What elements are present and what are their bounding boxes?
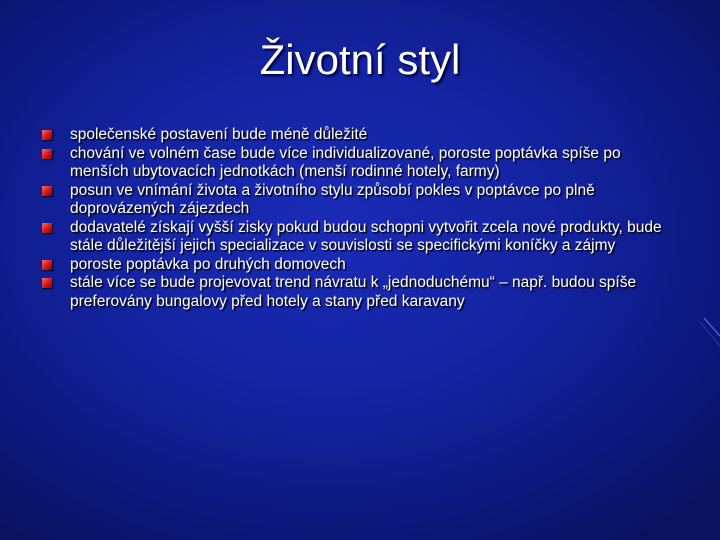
bullet-item [42,145,682,182]
bullet-text: společenské postavení bude méně důležité [70,126,368,143]
bullet-marker-icon [42,130,52,140]
bullet-item [42,256,682,275]
bullet-item [42,219,682,256]
bullet-text: stále více se bude projevovat trend návratu k „jednoduchému“ – např. budou spíše preferovány bungalovy před hotely a stany před karavany [70,274,637,310]
bullet-list [42,126,682,311]
slide-title: Životní styl [259,36,461,83]
bullet-marker-icon [42,223,52,233]
bullet-marker-icon [42,149,52,159]
bullet-text: posun ve vnímání života a životního stylu způsobí pokles v poptávce po plně doprovázených zájezdech [70,181,595,217]
bullet-marker-icon [42,260,52,270]
bullet-text: dodavatelé získají vyšší zisky pokud budou schopni vytvořit zcela nové produkty, bude stále důležitější jejich specializace v souvislosti se specifickými koníčky a zájmy [70,218,662,254]
bullet-text: poroste poptávka po druhých domovech [70,255,346,273]
bullet-item [42,126,682,145]
bullet-text: chování ve volném čase bude více individualizované, poroste poptávka spíše po menších ubytovacích jednotkách (menší rodinné hotely, farmy) [70,144,621,180]
bullet-item [42,274,682,311]
bullet-marker-icon [42,278,52,288]
bullet-item [42,182,682,219]
bullet-marker-icon [42,186,52,196]
